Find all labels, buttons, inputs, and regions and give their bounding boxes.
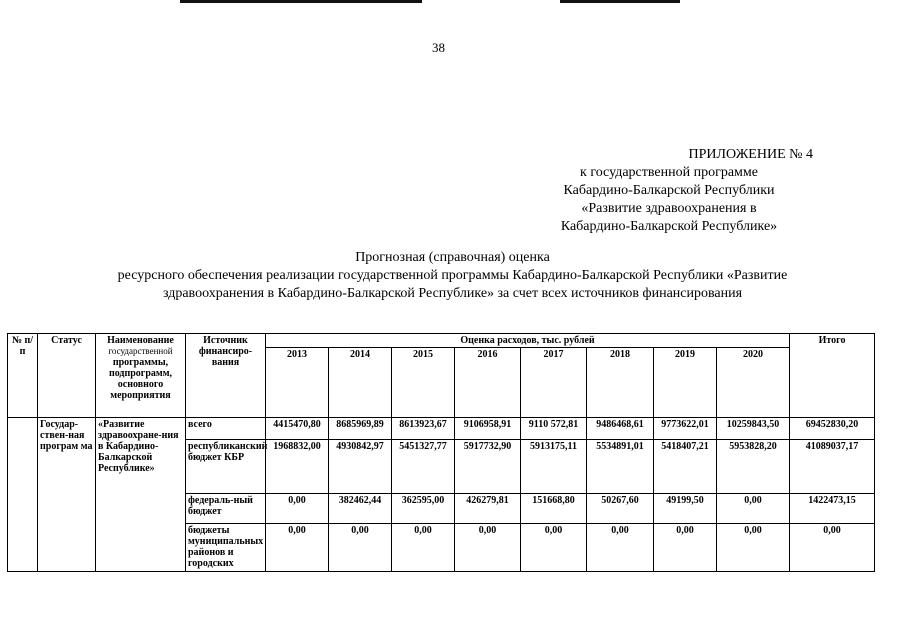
row-value: 5418407,21 [654, 440, 717, 494]
budget-table [7, 333, 875, 572]
row-value: 9773622,01 [654, 418, 717, 440]
table-row [8, 418, 875, 440]
row-total: 41089037,17 [790, 440, 875, 494]
row-value: 10259843,50 [717, 418, 790, 440]
header-year: 2015 [392, 348, 455, 418]
scan-edge-line [560, 0, 680, 3]
row-value: 0,00 [455, 524, 521, 572]
row-value: 50267,60 [587, 494, 654, 524]
header-year: 2013 [266, 348, 329, 418]
row-value: 0,00 [717, 494, 790, 524]
row-number [8, 418, 38, 572]
row-value: 0,00 [266, 494, 329, 524]
row-total: 1422473,15 [790, 494, 875, 524]
title-line: Прогнозная (справочная) оценка [355, 250, 550, 265]
appendix-line: Кабардино-Балкарской Республике» [560, 219, 778, 234]
appendix-line: «Развитие здравоохранения в [581, 201, 757, 216]
header-year: 2014 [329, 348, 392, 418]
row-value: 0,00 [521, 524, 587, 572]
row-value: 0,00 [392, 524, 455, 572]
appendix-line: к государственной программе [580, 165, 758, 180]
row-program-name: «Развитие здравоохране-ния в Кабардино-Балкарской Республике» [96, 418, 186, 572]
header-num: № п/п [8, 334, 38, 418]
row-value: 5913175,11 [521, 440, 587, 494]
header-year: 2016 [455, 348, 521, 418]
row-value: 5451327,77 [392, 440, 455, 494]
row-total: 0,00 [790, 524, 875, 572]
scan-edge-line [180, 0, 422, 3]
row-value: 9110 572,81 [521, 418, 587, 440]
row-value: 382462,44 [329, 494, 392, 524]
appendix-block [519, 146, 819, 236]
row-source: республиканский бюджет КБР [186, 440, 266, 494]
title-line: ресурсного обеспечения реализации государственной программы Кабардино-Балкарской Республики «Развитие [117, 268, 788, 283]
header-year: 2020 [717, 348, 790, 418]
header-total: Итого [790, 334, 875, 418]
page-number: 38 [432, 40, 445, 55]
header-name-rest: программы, подпрограмм, основного мероприятия [108, 357, 173, 401]
row-value: 362595,00 [392, 494, 455, 524]
header-year: 2017 [521, 348, 587, 418]
header-name-title: Наименование [107, 335, 174, 346]
row-value: 426279,81 [455, 494, 521, 524]
row-value: 9106958,91 [455, 418, 521, 440]
header-name [96, 334, 186, 418]
row-status: Государ-ствен-ная програм ма [38, 418, 96, 572]
row-value: 5534891,01 [587, 440, 654, 494]
row-value: 9486468,61 [587, 418, 654, 440]
row-value: 49199,50 [654, 494, 717, 524]
row-total: 69452830,20 [790, 418, 875, 440]
row-value: 1968832,00 [266, 440, 329, 494]
row-value: 0,00 [587, 524, 654, 572]
row-value: 8685969,89 [329, 418, 392, 440]
appendix-title: ПРИЛОЖЕНИЕ № 4 [688, 147, 813, 162]
row-value: 0,00 [329, 524, 392, 572]
header-row [8, 334, 875, 348]
row-value: 0,00 [654, 524, 717, 572]
row-value: 4415470,80 [266, 418, 329, 440]
document-title [60, 249, 845, 303]
row-value: 5953828,20 [717, 440, 790, 494]
title-line: здравоохранения в Кабардино-Балкарской Республике» за счет всех источников финансирования [162, 286, 743, 301]
header-name-sub: государственной [108, 346, 173, 356]
header-source: Источник финансиро-вания [186, 334, 266, 418]
row-source: бюджеты муниципальных районов и городских [186, 524, 266, 572]
header-year: 2018 [587, 348, 654, 418]
row-source: всего [186, 418, 266, 440]
row-value: 151668,80 [521, 494, 587, 524]
header-year: 2019 [654, 348, 717, 418]
row-value: 5917732,90 [455, 440, 521, 494]
row-value: 8613923,67 [392, 418, 455, 440]
row-source: федераль-ный бюджет [186, 494, 266, 524]
row-value: 4930842,97 [329, 440, 392, 494]
header-status: Статус [38, 334, 96, 418]
row-value: 0,00 [266, 524, 329, 572]
row-value: 0,00 [717, 524, 790, 572]
header-estimate: Оценка расходов, тыс. рублей [266, 334, 790, 348]
appendix-line: Кабардино-Балкарской Республики [563, 183, 775, 198]
